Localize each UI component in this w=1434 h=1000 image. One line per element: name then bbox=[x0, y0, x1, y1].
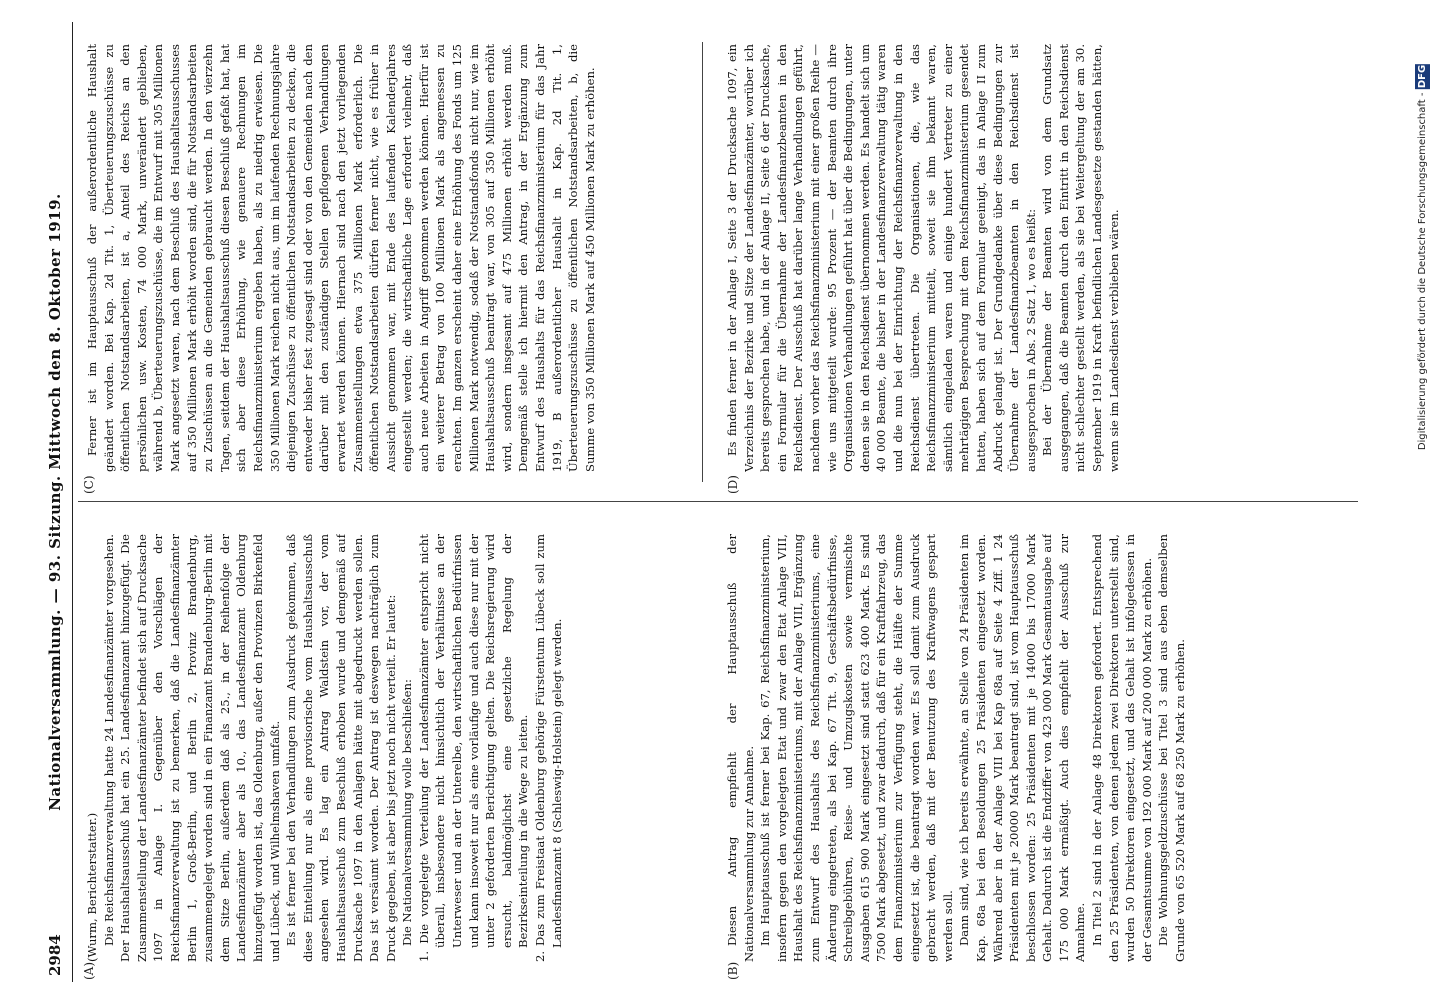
margin-marker-b: (B) bbox=[726, 961, 740, 980]
column-divider bbox=[78, 501, 1358, 502]
paragraph: Die Wohnungsgeldzuschüsse bei Titel 3 sind aus eben demselben Grunde von 65 520 Mark auf 68 250 Mark zu erhöhen. bbox=[1156, 534, 1188, 962]
column-a bbox=[84, 534, 694, 962]
running-title: Nationalversammlung. — 93. Sitzung. Mittwoch den 8. Oktober 1919. bbox=[46, 193, 64, 811]
speaker-tag: (Wurm, Berichterstatter.) bbox=[85, 812, 99, 962]
section-divider bbox=[702, 42, 703, 482]
paragraph: Es finden ferner in der Anlage I, Seite 3 der Drucksache 1097, ein Verzeichnis der Bezirke und Sitze der Landesfinanzämter, worüber ich bereits gesprochen habe, und in der Anlage II, Seite 6 der Drucksache, ein Formular für die Übernahme der Landesfinanzbeamten in den Reichsdienst. Der Ausschuß hat darüber lange Verhandlungen geführt, nachdem vorher das Reichsfinanzministerium mit einer großen Reihe — wie uns mitgeteilt wurde: 95 Prozent — der Beamten durch ihre Organisationen Verhandlungen geführt hat über die Bedingungen, unter denen sie in den Reichsdienst übernommen werden. Es handelt sich um 40 000 Beamte, die bisher in der Landesfinanzverwaltung tätig waren und die nun bei der Einrichtung der Reichsfinanzverwaltung in den Reichsdienst übertreten. Die Organisationen, die, wie das Reichsfinanzministerium mitteilt, soweit sie ihm bekannt waren, sämtlich eingeladen waren und einige hundert Vertreter zu einer mehrtägigen Besprechung mit dem Reichsfinanzministerium gesendet hatten, haben sich auf dem Formular geeinigt, das in Anlage II zum Abdruck gelangt ist. Der Grundgedanke über diese Bedingungen zur Übernahme der Landesfinanzbeamten in den Reichsdienst ist ausgesprochen in Abs. 2 Satz 1, wo es heißt: bbox=[725, 44, 1038, 472]
paragraph: Die Nationalversammlung wolle beschließen: bbox=[400, 679, 415, 946]
column-c bbox=[84, 44, 694, 472]
dfg-logo: DFG bbox=[1417, 65, 1428, 89]
paragraph: In Titel 2 sind in der Anlage 48 Direktoren gefordert. Entsprechend den 25 Präsidenten, von denen jedem zwei Direktoren unterstellt sind, wurden 50 Direktoren eingesetzt, und das Gehalt ist infolgedessen in der Gesamtsumme von 192 000 Mark auf 200 000 Mark zu erhöhen. bbox=[1090, 534, 1154, 962]
list-item: 1. Die vorgelegte Verteilung der Landesfinanzämter entspricht nicht überall, insbesondere nicht hinsichtlich der Verhältnisse an der Unterweser und an der Unterelbe, den wirtschaftlichen Bedürfnissen und kann insoweit nur als eine vorläufige und auch diese nur mit der unter 2 geforderten Berichtigung gelten. Die Reichsregierung wird ersucht, baldmöglichst eine gesetzliche Regelung der Bezirkseinteilung in die Wege zu leiten. bbox=[416, 534, 531, 962]
page-header bbox=[38, 22, 73, 982]
rotated-sheet bbox=[38, 22, 1368, 982]
digitization-note-text: Digitalisierung gefördert durch die Deutsche Forschungsgemeinschaft - bbox=[1417, 92, 1428, 451]
paragraph: Es ist ferner bei den Verhandlungen zum Ausdruck gekommen, daß diese Einteilung nur als eine provisorische vom Haushaltsausschuß angesehen wird. Es lag ein Antrag Waldstein vor, der vom Haushaltsausschuß zum Beschluß erhoben wurde und demgemäß auf Drucksache 1097 in den Anlagen hätte mit abgedruckt werden sollen. Das ist versäumt worden. Der Antrag ist deswegen nachträglich zum Druck gegeben, ist aber bis jetzt noch nicht verteilt. Er lautet: bbox=[284, 534, 398, 962]
list-item: 2. Das zum Freistaat Oldenburg gehörige Fürstentum Lübeck soll zum Landesfinanzamt 8 (Schleswig-Holstein) gelegt werden. bbox=[533, 534, 564, 962]
paragraph: Ferner ist im Hauptausschuß der außerordentliche Haushalt geändert worden. Bei Kap. 2d Tit. 1, Überteuerungszuschüsse zu öffentlichen Notstandsarbeiten, ist a, Anteil des Reichs an den persönlichen usw. Kosten, 74 000 Mark, unverändert geblieben, während b, Überteuerungszuschüsse, die im Entwurf mit 305 Millionen Mark angesetzt waren, nach dem Beschluß des Haushaltsausschusses auf 350 Millionen Mark erhöht worden sind, die für Notstandsarbeiten zu Zuschüssen an die Gemeinden gebraucht werden. In den vierzehn Tagen, seitdem der Haushaltsausschuß diesen Beschluß gefaßt hat, hat sich aber diese Erhöhung, wie genauere Rechnungen im Reichsfinanzministerium ergeben haben, als zu niedrig erwiesen. Die 350 Millionen Mark reichen nicht aus, um im laufenden Rechnungsjahre diejenigen Zuschüsse zu öffentlichen Notstandsarbeiten zu decken, die entweder bisher fest zugesagt sind oder von den Gemeinden nach den darüber mit den zuständigen Stellen gepflogenen Verhandlungen erwartet werden können. Hiernach sind nach den jetzt vorliegenden Zusammenstellungen etwa 375 Millionen Mark erforderlich. Die öffentlichen Notstandsarbeiten dürfen ferner nicht, wie es früher in Aussicht genommen war, mit Ende des laufenden Kalenderjahres eingestellt werden; die wirtschaftliche Lage erfordert vielmehr, daß auch neue Arbeiten in Angriff genommen werden können. Hierfür ist ein weiterer Betrag von 100 Millionen Mark als angemessen zu erachten. Im ganzen erscheint daher eine Erhöhung des Fonds um 125 Millionen Mark notwendig, sodaß der Notstandsfonds nicht nur, wie im Haushaltsausschuß beantragt war, von 305 auf 350 Millionen erhöht wird, sondern insgesamt auf 475 Millionen erhöht werden muß. Demgemäß stelle ich hiermit den Antrag, in der Ergänzung zum Entwurf des Haushalts für das Reichsfinanzministerium für das Jahr 1919, B außerordentlicher Haushalt in Kap. 2d Tit. 1, Überteuerungszuschüsse zu öffentlichen Notstandsarbeiten, b, die Summe von 350 Millionen Mark auf 450 Millionen Mark zu erhöhen. bbox=[85, 44, 597, 472]
margin-marker-d: (D) bbox=[726, 475, 740, 494]
paragraph: Im Hauptausschuß ist ferner bei Kap. 67, Reichsfinanzministerium, insofern gegen den vorgelegten Etat und zwar den Etat Anlage VIII, Haushalt des Reichsfinanzministeriums, mit der Anlage VIII, Ergänzung zum Entwurf des Haushalts des Reichsfinanzministeriums, eine Änderung eingetreten, als bei Kap. 67 Tit. 9, Geschäftsbedürfnisse, Schreibgebühren, Reise- und Umzugskosten sowie vermischte Ausgaben 615 900 Mark eingesetzt sind statt 623 400 Mark. Es sind 7500 Mark abgesetzt, und zwar dadurch, daß für ein Kraftfahrzeug, das dem Finanzministerium zur Verfügung steht, die Hälfte der Summe eingesetzt ist, die beantragt worden war. Es soll damit zum Ausdruck gebracht werden, daß mit der Benutzung des Kraftwagens gespart werden soll. bbox=[758, 534, 955, 962]
column-d bbox=[724, 44, 1354, 472]
paragraph: Bei der Übernahme der Beamten wird von dem Grundsatz ausgegangen, daß die Beamten durch den Eintritt in den Reichsdienst nicht schlechter gestellt werden, als sie bei Weitergeltung der am 30. September 1919 in Kraft befindlichen Landesgesetze gestanden hätten, wenn sie im Landesdienst verblieben wären. bbox=[1040, 44, 1121, 472]
paragraph: Dann sind, wie ich bereits erwähnte, an Stelle von 24 Präsidenten im Kap. 68a bei den Besoldungen 25 Präsidenten eingesetzt worden. Während aber in der Anlage VIII bei Kap 68a auf Seite 4 Ziff. 1 24 Präsidenten mit je 20000 Mark beantragt sind, ist vom Hauptausschuß beschlossen worden: 25 Präsidenten mit je 14000 bis 17000 Mark Gehalt. Dadurch ist die Endziffer von 423 000 Mark Gesamtausgabe auf 175 000 Mark ermäßigt. Auch dies empfiehlt der Ausschuß zur Annahme. bbox=[957, 534, 1088, 962]
digitization-note bbox=[1415, 60, 1430, 450]
paragraph: Diesen Antrag empfiehlt der Hauptausschuß der Nationalversammlung zur Annahme. bbox=[725, 534, 756, 962]
margin-marker-c: (C) bbox=[82, 475, 96, 494]
column-b bbox=[724, 534, 1354, 962]
paragraph: Die Reichsfinanzverwaltung hatte 24 Landesfinanzämter vorgesehen. Der Haushaltsausschuß hat ein 25. Landesfinanzamt hinzugefügt. Die Zusammenstellung der Landesfinanzämter befindet sich auf Drucksache 1097 in Anlage I. Gegenüber den Vorschlägen der Reichsfinanzverwaltung ist zu bemerken, daß die Landesfinanzämter Berlin 1, Groß-Berlin, und Berlin 2, Provinz Brandenburg, zusammengelegt worden sind in ein Finanzamt Brandenburg-Berlin mit dem Sitze Berlin, außerdem daß als 25., in der Reihenfolge der Landesfinanzämter aber als 10., das Landesfinanzamt Oldenburg hinzugefügt worden ist, das Oldenburg, außer den Provinzen Birkenfeld und Lübeck, und Wilhelmshaven umfaßt. bbox=[101, 534, 282, 962]
page-number: 2984 bbox=[46, 934, 64, 976]
margin-marker-a: (A) bbox=[82, 961, 96, 980]
